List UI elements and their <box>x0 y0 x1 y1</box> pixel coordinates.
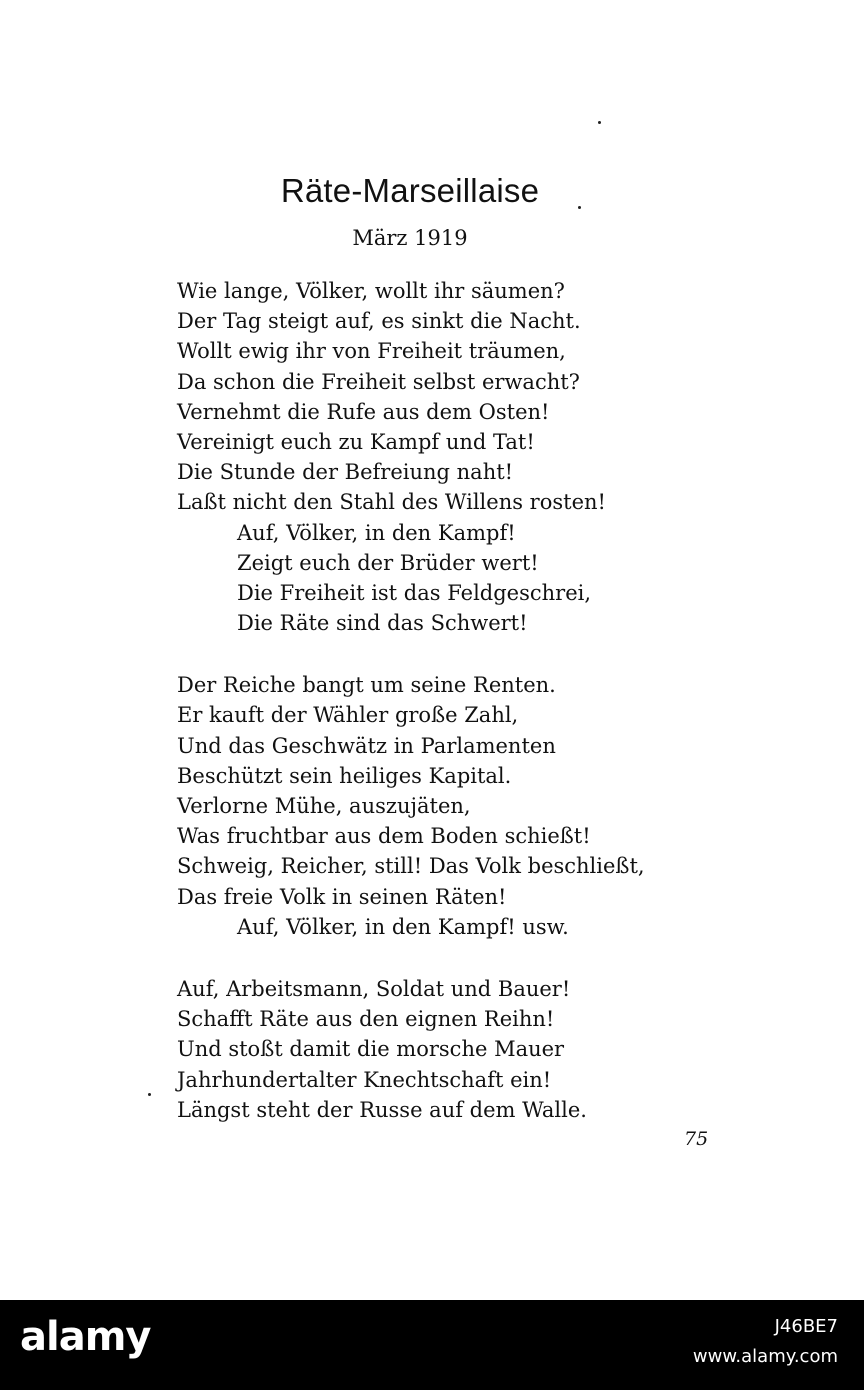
poem-line: Er kauft der Wähler große Zahl, <box>177 703 519 728</box>
poem-line: Der Reiche bangt um seine Renten. <box>177 673 556 698</box>
poem-line: Jahrhundertalter Knechtschaft ein! <box>177 1067 552 1092</box>
watermark-footer <box>0 1300 864 1390</box>
stanza-gap <box>177 942 645 974</box>
poem-line: Längst steht der Russe auf dem Walle. <box>177 1097 587 1122</box>
poem-line: Der Tag steigt auf, es sinkt die Nacht. <box>177 309 581 334</box>
poem-refrain-line: Auf, Völker, in den Kampf! usw. <box>237 914 569 939</box>
poem-refrain-line: Die Freiheit ist das Feldgeschrei, <box>237 580 592 605</box>
poem-refrain-line: Auf, Völker, in den Kampf! <box>237 520 516 545</box>
poem-line: Beschützt sein heiliges Kapital. <box>177 763 512 788</box>
footer-url-label: www.alamy.com <box>692 1346 838 1367</box>
poem-line: Wollt ewig ihr von Freiheit träumen, <box>177 339 566 364</box>
stanza-gap <box>177 638 645 670</box>
poem-line: Vereinigt euch zu Kampf und Tat! <box>177 429 535 454</box>
stanza <box>177 974 645 1125</box>
page-number: 75 <box>684 1128 709 1150</box>
poem-refrain-line: Die Räte sind das Schwert! <box>237 611 528 636</box>
scan-speck <box>578 206 581 209</box>
poem-line: Vernehmt die Rufe aus dem Osten! <box>177 399 550 424</box>
poem-title: Räte-Marseillaise <box>280 172 540 209</box>
poem-line: Und stoßt damit die morsche Mauer <box>177 1037 565 1062</box>
image-id-label: J46BE7 <box>774 1316 838 1337</box>
poem-line: Und das Geschwätz in Parlamenten <box>177 733 556 758</box>
poem-line: Das freie Volk in seinen Räten! <box>177 884 507 909</box>
stanza <box>177 276 645 638</box>
poem-refrain-line: Zeigt euch der Brüder wert! <box>237 550 539 575</box>
poem-line: Laßt nicht den Stahl des Willens rosten! <box>177 490 606 515</box>
poem-body <box>177 276 645 1125</box>
poem-line: Verlorne Mühe, auszujäten, <box>177 794 471 818</box>
poem-line: Wie lange, Völker, wollt ihr säumen? <box>177 279 565 303</box>
poem-line: Schweig, Reicher, still! Das Volk beschließt, <box>177 854 645 879</box>
poem-line: Schafft Räte aus den eignen Reihn! <box>177 1007 555 1032</box>
poem-line: Da schon die Freiheit selbst erwacht? <box>177 369 580 394</box>
poem-line: Die Stunde der Befreiung naht! <box>177 460 514 485</box>
stanza <box>177 670 645 942</box>
poem-line: Was fruchtbar aus dem Boden schießt! <box>177 824 591 849</box>
poem-line: Auf, Arbeitsmann, Soldat und Bauer! <box>177 976 571 1001</box>
poem-date: März 1919 <box>352 226 468 250</box>
scan-speck <box>148 1093 151 1096</box>
alamy-logo: alamy <box>20 1314 151 1360</box>
scan-speck <box>598 121 601 124</box>
